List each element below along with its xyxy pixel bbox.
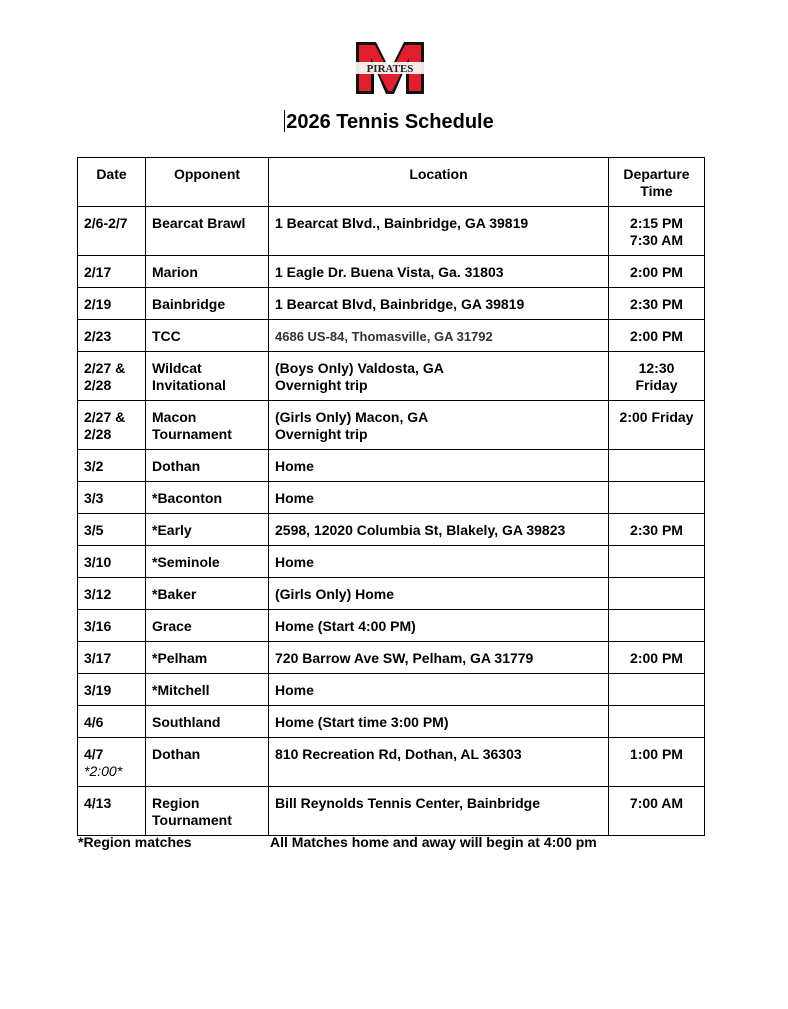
date-cell-text: 2/6-2/7 xyxy=(84,215,128,231)
opponent-cell xyxy=(146,674,269,706)
region-note: *Region matches xyxy=(78,834,192,850)
departure-cell-text: 2:15 PM xyxy=(630,215,683,231)
header-date: Date xyxy=(78,158,146,207)
opponent-cell-text: Southland xyxy=(152,714,221,730)
table-row xyxy=(78,514,705,546)
opponent-cell-text: TCC xyxy=(152,328,181,344)
opponent-cell-text: *Baker xyxy=(152,586,197,602)
departure-cell xyxy=(609,352,705,401)
opponent-cell xyxy=(146,787,269,836)
date-cell xyxy=(78,787,146,836)
table-row xyxy=(78,738,705,787)
page-title xyxy=(0,110,778,134)
table-row xyxy=(78,482,705,514)
date-cell-text: 3/17 xyxy=(84,650,112,666)
location-cell-text: (Girls Only) Home xyxy=(275,586,395,602)
departure-cell xyxy=(609,642,705,674)
opponent-cell-text: Grace xyxy=(152,618,192,634)
opponent-cell xyxy=(146,352,269,401)
date-cell-text: 2/23 xyxy=(84,328,112,344)
opponent-cell-text: *Seminole xyxy=(152,554,220,570)
departure-cell-text: 2:00 PM xyxy=(630,650,683,666)
date-cell-text: *2:00* xyxy=(84,763,123,779)
date-cell xyxy=(78,514,146,546)
opponent-cell-text: Region xyxy=(152,795,200,811)
table-row xyxy=(78,787,705,836)
departure-cell xyxy=(609,288,705,320)
date-cell-text: 4/13 xyxy=(84,795,112,811)
departure-cell-text: 2:30 PM xyxy=(630,522,683,538)
date-cell-text: 4/7 xyxy=(84,746,104,762)
location-cell-text: 1 Bearcat Blvd, Bainbridge, GA 39819 xyxy=(275,296,525,312)
location-cell-text: Home xyxy=(275,682,314,698)
table-row xyxy=(78,450,705,482)
location-cell-text: (Girls Only) Macon, GA xyxy=(275,409,429,425)
date-cell-text: 3/12 xyxy=(84,586,112,602)
opponent-cell xyxy=(146,207,269,256)
location-cell-text: 720 Barrow Ave SW, Pelham, GA 31779 xyxy=(275,650,534,666)
location-cell xyxy=(269,401,609,450)
opponent-cell xyxy=(146,706,269,738)
opponent-cell-text: Dothan xyxy=(152,458,201,474)
date-cell xyxy=(78,738,146,787)
date-cell xyxy=(78,674,146,706)
date-cell-text: 2/17 xyxy=(84,264,112,280)
location-cell-text: Home (Start 4:00 PM) xyxy=(275,618,416,634)
date-cell xyxy=(78,706,146,738)
opponent-cell-text: Wildcat xyxy=(152,360,202,376)
header-opponent: Opponent xyxy=(146,158,269,207)
location-cell-text: 2598, 12020 Columbia St, Blakely, GA 39823 xyxy=(275,522,566,538)
date-cell-text: 3/16 xyxy=(84,618,112,634)
departure-cell xyxy=(609,401,705,450)
location-cell xyxy=(269,352,609,401)
departure-cell-text: 1:00 PM xyxy=(630,746,683,762)
opponent-cell-text: Dothan xyxy=(152,746,201,762)
departure-cell xyxy=(609,787,705,836)
opponent-cell-text: Tournament xyxy=(152,426,232,442)
location-cell-text: 4686 US-84, Thomasville, GA 31792 xyxy=(275,329,493,344)
location-cell xyxy=(269,256,609,288)
opponent-cell-text: Invitational xyxy=(152,377,226,393)
location-cell xyxy=(269,546,609,578)
opponent-cell xyxy=(146,514,269,546)
departure-cell-text: 7:00 AM xyxy=(629,795,684,811)
departure-cell xyxy=(609,546,705,578)
date-cell xyxy=(78,320,146,352)
departure-cell xyxy=(609,674,705,706)
departure-cell-text: 12:30 xyxy=(638,360,675,376)
date-cell xyxy=(78,642,146,674)
date-cell-text: 3/5 xyxy=(84,522,104,538)
date-cell-text: 3/19 xyxy=(84,682,112,698)
location-cell-text: Home xyxy=(275,458,314,474)
table-row xyxy=(78,288,705,320)
departure-cell-text: 7:30 AM xyxy=(629,232,684,248)
opponent-cell xyxy=(146,288,269,320)
start-time-note: All Matches home and away will begin at 4:00 pm xyxy=(270,834,597,850)
header-departure: Departure Time xyxy=(609,158,705,207)
table-row xyxy=(78,610,705,642)
opponent-cell-text: Tournament xyxy=(152,812,232,828)
departure-cell xyxy=(609,610,705,642)
table-row xyxy=(78,642,705,674)
location-cell xyxy=(269,787,609,836)
date-cell-text: 4/6 xyxy=(84,714,104,730)
table-row xyxy=(78,674,705,706)
opponent-cell xyxy=(146,610,269,642)
location-cell xyxy=(269,207,609,256)
departure-cell xyxy=(609,482,705,514)
schedule-table xyxy=(77,157,705,836)
departure-cell xyxy=(609,320,705,352)
location-cell xyxy=(269,288,609,320)
date-cell-text: 2/19 xyxy=(84,296,112,312)
date-cell xyxy=(78,610,146,642)
location-cell xyxy=(269,482,609,514)
date-cell-text: 3/2 xyxy=(84,458,104,474)
location-cell-text: 1 Eagle Dr. Buena Vista, Ga. 31803 xyxy=(275,264,504,280)
date-cell xyxy=(78,256,146,288)
date-cell xyxy=(78,207,146,256)
date-cell-text: 2/27 & xyxy=(84,409,126,425)
opponent-cell-text: Bearcat Brawl xyxy=(152,215,246,231)
table-row xyxy=(78,207,705,256)
departure-cell xyxy=(609,706,705,738)
location-cell xyxy=(269,738,609,787)
opponent-cell xyxy=(146,256,269,288)
opponent-cell xyxy=(146,401,269,450)
location-cell xyxy=(269,578,609,610)
location-cell-text: Overnight trip xyxy=(275,426,368,442)
date-cell xyxy=(78,352,146,401)
departure-cell xyxy=(609,578,705,610)
opponent-cell xyxy=(146,482,269,514)
opponent-cell-text: *Early xyxy=(152,522,192,538)
date-cell-text: 2/28 xyxy=(84,377,112,393)
date-cell-text: 2/28 xyxy=(84,426,112,442)
date-cell xyxy=(78,482,146,514)
date-cell xyxy=(78,288,146,320)
table-row xyxy=(78,578,705,610)
opponent-cell-text: *Pelham xyxy=(152,650,208,666)
departure-cell-text: Friday xyxy=(635,377,678,393)
location-cell xyxy=(269,320,609,352)
location-cell-text: (Boys Only) Valdosta, GA xyxy=(275,360,444,376)
svg-text:PIRATES: PIRATES xyxy=(366,63,414,75)
opponent-cell-text: *Baconton xyxy=(152,490,222,506)
header-row xyxy=(78,158,705,207)
opponent-cell xyxy=(146,546,269,578)
date-cell-text: 3/3 xyxy=(84,490,104,506)
departure-cell xyxy=(609,207,705,256)
date-cell xyxy=(78,450,146,482)
opponent-cell xyxy=(146,738,269,787)
opponent-cell xyxy=(146,642,269,674)
departure-cell xyxy=(609,450,705,482)
table-row xyxy=(78,546,705,578)
location-cell-text: 1 Bearcat Blvd., Bainbridge, GA 39819 xyxy=(275,215,529,231)
header-location: Location xyxy=(269,158,609,207)
date-cell xyxy=(78,578,146,610)
location-cell-text: Overnight trip xyxy=(275,377,368,393)
pirates-logo xyxy=(354,40,426,96)
table-row xyxy=(78,401,705,450)
date-cell-text: 2/27 & xyxy=(84,360,126,376)
opponent-cell-text: Marion xyxy=(152,264,198,280)
location-cell xyxy=(269,674,609,706)
location-cell-text: Bill Reynolds Tennis Center, Bainbridge xyxy=(275,795,541,811)
departure-cell xyxy=(609,256,705,288)
table-row xyxy=(78,352,705,401)
title-text: 2026 Tennis Schedule xyxy=(286,111,494,133)
departure-cell-text: 2:00 Friday xyxy=(619,409,694,425)
location-cell-text: 810 Recreation Rd, Dothan, AL 36303 xyxy=(275,746,522,762)
opponent-cell xyxy=(146,578,269,610)
opponent-cell xyxy=(146,450,269,482)
location-cell xyxy=(269,706,609,738)
location-cell-text: Home xyxy=(275,554,314,570)
table-row xyxy=(78,706,705,738)
departure-cell-text: 2:30 PM xyxy=(630,296,683,312)
opponent-cell-text: Macon xyxy=(152,409,197,425)
location-cell xyxy=(269,642,609,674)
location-cell-text: Home (Start time 3:00 PM) xyxy=(275,714,449,730)
date-cell xyxy=(78,401,146,450)
opponent-cell xyxy=(146,320,269,352)
date-cell-text: 3/10 xyxy=(84,554,112,570)
table-row xyxy=(78,256,705,288)
departure-cell xyxy=(609,738,705,787)
date-cell xyxy=(78,546,146,578)
departure-cell-text: 2:00 PM xyxy=(630,264,683,280)
location-cell xyxy=(269,450,609,482)
opponent-cell-text: *Mitchell xyxy=(152,682,210,698)
table-row xyxy=(78,320,705,352)
location-cell xyxy=(269,610,609,642)
departure-cell xyxy=(609,514,705,546)
location-cell-text: Home xyxy=(275,490,314,506)
location-cell xyxy=(269,514,609,546)
departure-cell-text: 2:00 PM xyxy=(630,328,683,344)
opponent-cell-text: Bainbridge xyxy=(152,296,226,312)
